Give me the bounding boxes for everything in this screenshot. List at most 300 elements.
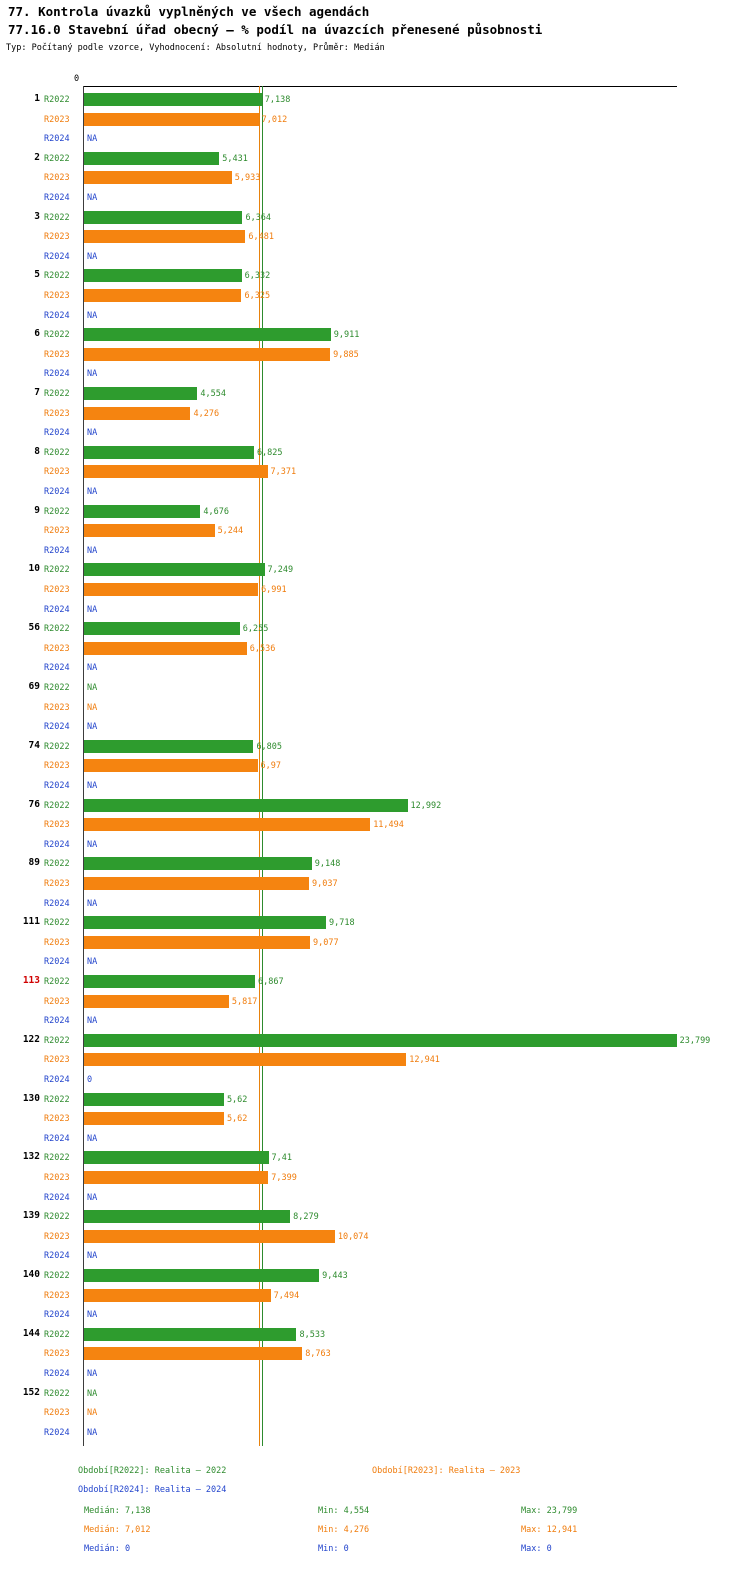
bar-row (0, 91, 750, 109)
bar-r2022 (84, 387, 197, 400)
series-label-r2024: R2024 (44, 722, 70, 733)
bar-r2022 (84, 916, 326, 929)
value-label-r2024: NA (87, 722, 98, 733)
bar-r2023 (84, 759, 258, 772)
series-label-r2024: R2024 (44, 1016, 70, 1027)
bar-row (0, 307, 750, 325)
bar-r2023 (84, 113, 259, 126)
value-label-r2024: NA (87, 369, 98, 380)
bar-row (0, 503, 750, 521)
value-label-r2023: 4,276 (193, 408, 220, 419)
bar-r2022 (84, 1269, 319, 1282)
bar-row (0, 581, 750, 599)
bar-r2023 (84, 407, 190, 420)
value-label-r2022: 6,332 (244, 271, 271, 282)
value-label-r2024: NA (87, 192, 98, 203)
group-label: 76 (28, 798, 40, 810)
bar-group (0, 738, 750, 797)
bar-row (0, 1365, 750, 1383)
bar-row (0, 875, 750, 893)
value-label-r2024: NA (87, 1133, 98, 1144)
bar-r2022 (84, 1151, 269, 1164)
bar-r2023 (84, 171, 232, 184)
group-label: 2 (34, 151, 40, 163)
series-label-r2024: R2024 (44, 1192, 70, 1203)
series-label-r2024: R2024 (44, 604, 70, 615)
bar-row (0, 914, 750, 932)
bar-group (0, 679, 750, 738)
bar-r2022 (84, 152, 219, 165)
value-label-r2024: NA (87, 1016, 98, 1027)
bar-r2023 (84, 877, 309, 890)
value-label-r2023: 5,933 (234, 173, 261, 184)
series-label-r2024: R2024 (44, 663, 70, 674)
bar-row (0, 1424, 750, 1442)
bar-r2022 (84, 799, 408, 812)
bar-row (0, 1404, 750, 1422)
bar-row (0, 1326, 750, 1344)
bar-group (0, 267, 750, 326)
value-label-r2023: 9,077 (313, 937, 339, 948)
group-label: 3 (34, 210, 40, 222)
bar-row (0, 1228, 750, 1246)
bar-r2023 (84, 995, 229, 1008)
series-label-r2024: R2024 (44, 1310, 70, 1321)
value-label-r2022: 9,718 (328, 918, 355, 929)
group-label: 152 (22, 1386, 40, 1398)
value-label-r2024: NA (87, 780, 98, 791)
value-label-r2024: NA (87, 1251, 98, 1262)
group-label: 132 (22, 1151, 40, 1163)
bar-row (0, 150, 750, 168)
value-label-r2023: 7,012 (261, 114, 288, 125)
group-label: 111 (22, 916, 40, 928)
value-label-r2023: 8,763 (305, 1349, 331, 1360)
series-label-r2024: R2024 (44, 369, 70, 380)
series-label-r2023: R2023 (44, 526, 70, 537)
value-label-r2022: 23,799 (679, 1035, 711, 1046)
bar-row (0, 1189, 750, 1207)
legend-max-2024: Max: 0 (521, 1544, 552, 1554)
series-label-r2024: R2024 (44, 1074, 70, 1085)
series-label-r2023: R2023 (44, 643, 70, 654)
bar-row (0, 1208, 750, 1226)
group-label: 6 (34, 328, 40, 340)
legend-median-2022: Medián: 7,138 (84, 1506, 151, 1516)
bar-row (0, 836, 750, 854)
value-label-r2022: 9,443 (322, 1271, 348, 1281)
bar-row (0, 679, 750, 697)
bar-r2022 (84, 93, 262, 106)
value-label-r2023: 6,97 (260, 761, 282, 772)
bar-group (0, 561, 750, 620)
bar-group (0, 444, 750, 503)
bar-row (0, 1091, 750, 1109)
series-label-r2022: R2022 (44, 1212, 70, 1223)
bar-r2023 (84, 936, 310, 949)
value-label-r2023: 5,817 (231, 996, 258, 1007)
value-label-r2022: 6,364 (245, 212, 272, 223)
bar-row (0, 1345, 750, 1363)
series-label-r2023: R2023 (44, 173, 70, 184)
series-label-r2022: R2022 (44, 153, 70, 164)
bar-row (0, 659, 750, 677)
value-label-r2023: 5,62 (226, 1114, 248, 1125)
bar-row (0, 1071, 750, 1089)
bar-row (0, 130, 750, 148)
bar-row (0, 444, 750, 462)
bar-r2022 (84, 211, 242, 224)
plot-area (0, 86, 750, 1446)
bar-row (0, 1287, 750, 1305)
value-label-r2024: 0 (87, 1074, 93, 1085)
series-label-r2023: R2023 (44, 290, 70, 301)
bar-row (0, 1130, 750, 1148)
bar-r2022 (84, 1328, 296, 1341)
bar-r2023 (84, 642, 247, 655)
value-label-r2024: NA (87, 1368, 98, 1379)
value-label-r2023: 7,399 (271, 1172, 297, 1183)
bar-row (0, 777, 750, 795)
group-label: 139 (22, 1210, 40, 1222)
legend-min-2024: Min: 0 (318, 1544, 349, 1554)
bar-row (0, 953, 750, 971)
value-label-r2022: 5,431 (222, 153, 248, 164)
bar-row (0, 346, 750, 364)
bar-group (0, 797, 750, 856)
value-label-r2024: NA (87, 604, 98, 615)
series-label-r2024: R2024 (44, 1251, 70, 1262)
value-label-r2022: 8,533 (299, 1329, 326, 1340)
value-label-r2024: NA (87, 1427, 98, 1438)
value-label-r2023: 6,481 (248, 232, 274, 243)
value-label-r2024: NA (87, 957, 98, 968)
bar-group (0, 1385, 750, 1444)
value-label-r2024: NA (87, 1310, 98, 1321)
bar-r2022 (84, 563, 265, 576)
value-label-r2022: NA (87, 1388, 98, 1399)
bar-row (0, 1051, 750, 1069)
series-label-r2022: R2022 (44, 95, 70, 105)
value-label-r2024: NA (87, 486, 98, 497)
value-label-r2022: 8,279 (293, 1212, 319, 1223)
chart-settings-text: Typ: Počítaný podle vzorce, Vyhodnocení: Absolutní hodnoty, Průměr: Medián (6, 43, 385, 53)
series-label-r2023: R2023 (44, 1349, 70, 1360)
bar-r2022 (84, 328, 331, 341)
value-label-r2024: NA (87, 310, 98, 321)
series-label-r2022: R2022 (44, 330, 70, 341)
bar-row (0, 405, 750, 423)
group-label: 8 (34, 445, 40, 457)
bar-r2023 (84, 583, 258, 596)
series-label-r2024: R2024 (44, 251, 70, 262)
bar-row (0, 855, 750, 873)
bar-group (0, 620, 750, 679)
value-label-r2024: NA (87, 663, 98, 674)
group-label: 113 (22, 975, 40, 986)
value-label-r2024: NA (87, 428, 98, 439)
series-label-r2024: R2024 (44, 780, 70, 791)
series-label-r2022: R2022 (44, 506, 70, 517)
value-label-r2022: 12,992 (410, 800, 442, 811)
bar-row (0, 522, 750, 540)
group-label: 10 (28, 563, 40, 575)
bar-group (0, 973, 750, 1032)
bar-group (0, 1032, 750, 1091)
bar-group (0, 1326, 750, 1385)
series-label-r2022: R2022 (44, 447, 70, 458)
value-label-r2022: 6,867 (257, 977, 284, 987)
series-label-r2022: R2022 (44, 683, 70, 693)
value-label-r2022: 7,41 (271, 1153, 292, 1164)
bar-r2023 (84, 1347, 302, 1360)
series-label-r2023: R2023 (44, 408, 70, 419)
value-label-r2022: 6,825 (256, 447, 283, 458)
value-label-r2022: 9,911 (333, 330, 360, 341)
bar-row (0, 267, 750, 285)
bar-group (0, 1208, 750, 1267)
bar-row (0, 248, 750, 266)
legend-period-2024: Období[R2024]: Realita – 2024 (78, 1485, 227, 1495)
bar-group (0, 209, 750, 268)
group-label: 5 (34, 269, 40, 281)
value-label-r2023: 6,325 (244, 290, 271, 301)
series-label-r2022: R2022 (44, 1153, 70, 1164)
series-label-r2022: R2022 (44, 389, 70, 399)
bar-r2022 (84, 269, 242, 282)
series-label-r2023: R2023 (44, 1231, 70, 1242)
group-label: 122 (22, 1033, 40, 1045)
series-label-r2022: R2022 (44, 741, 70, 752)
value-label-r2022: 4,554 (200, 389, 226, 399)
bar-r2023 (84, 524, 215, 537)
series-label-r2023: R2023 (44, 467, 70, 478)
bar-group (0, 91, 750, 150)
bar-r2022 (84, 975, 255, 988)
bar-r2022 (84, 446, 254, 459)
legend-min-2022: Min: 4,554 (318, 1506, 370, 1516)
bar-r2022 (84, 505, 200, 518)
value-label-r2023: 9,037 (312, 878, 338, 889)
bar-group (0, 1267, 750, 1326)
bar-row (0, 1267, 750, 1285)
bar-row (0, 111, 750, 129)
bar-row (0, 1032, 750, 1050)
axis-zero-label: 0 (74, 74, 80, 84)
bar-row (0, 209, 750, 227)
series-label-r2022: R2022 (44, 1388, 70, 1399)
bar-r2023 (84, 289, 241, 302)
page-subtitle: 77.16.0 Stavební úřad obecný – % podíl na úvazcích přenesené působnosti (8, 22, 543, 37)
bar-r2022 (84, 1034, 677, 1047)
series-label-r2024: R2024 (44, 545, 70, 556)
series-label-r2023: R2023 (44, 702, 70, 713)
series-label-r2022: R2022 (44, 212, 70, 223)
series-label-r2023: R2023 (44, 114, 70, 125)
bar-r2023 (84, 348, 330, 361)
legend-median-2024: Medián: 0 (84, 1544, 131, 1554)
bar-row (0, 601, 750, 619)
legend-period-2023: Období[R2023]: Realita – 2023 (372, 1466, 521, 1476)
group-label: 56 (28, 622, 40, 634)
bar-r2023 (84, 1053, 406, 1066)
series-label-r2024: R2024 (44, 1368, 70, 1379)
series-label-r2022: R2022 (44, 1271, 70, 1281)
group-label: 1 (34, 93, 40, 104)
bar-row (0, 1012, 750, 1030)
bar-row (0, 699, 750, 717)
top-rule (83, 86, 677, 87)
bar-row (0, 993, 750, 1011)
bar-row (0, 189, 750, 207)
legend-period-2022: Období[R2022]: Realita – 2022 (78, 1466, 227, 1476)
bar-group (0, 1149, 750, 1208)
bar-group (0, 914, 750, 973)
bar-row (0, 797, 750, 815)
series-label-r2022: R2022 (44, 918, 70, 929)
series-label-r2024: R2024 (44, 310, 70, 321)
value-label-r2023: 7,371 (270, 467, 297, 478)
series-label-r2024: R2024 (44, 1427, 70, 1438)
series-label-r2023: R2023 (44, 996, 70, 1007)
bar-r2023 (84, 1112, 224, 1125)
bar-row (0, 169, 750, 187)
value-label-r2022: 6,805 (256, 741, 283, 752)
bar-r2023 (84, 1171, 268, 1184)
bar-row (0, 934, 750, 952)
value-label-r2023: 12,941 (409, 1055, 440, 1066)
bar-row (0, 895, 750, 913)
legend-max-2023: Max: 12,941 (521, 1525, 578, 1535)
group-label: 144 (22, 1327, 40, 1339)
legend-max-2022: Max: 23,799 (521, 1506, 578, 1516)
bar-row (0, 816, 750, 834)
series-label-r2023: R2023 (44, 584, 70, 595)
group-label: 89 (28, 857, 40, 869)
series-label-r2024: R2024 (44, 1133, 70, 1144)
legend-median-2023: Medián: 7,012 (84, 1525, 151, 1535)
page-title: 77. Kontrola úvazků vyplněných ve všech agendách (8, 4, 370, 19)
bar-r2023 (84, 230, 245, 243)
bar-group (0, 385, 750, 444)
series-label-r2022: R2022 (44, 800, 70, 811)
bar-r2022 (84, 1093, 224, 1106)
bar-group (0, 1091, 750, 1150)
bar-row (0, 1385, 750, 1403)
series-label-r2024: R2024 (44, 486, 70, 497)
bar-r2023 (84, 1289, 271, 1302)
value-label-r2022: 4,676 (203, 506, 230, 517)
group-label: 69 (28, 681, 40, 692)
bar-row (0, 1306, 750, 1324)
group-label: 130 (22, 1092, 40, 1104)
value-label-r2022: 7,138 (264, 95, 291, 105)
value-label-r2023: 7,494 (273, 1290, 300, 1301)
bar-row (0, 1149, 750, 1167)
series-label-r2023: R2023 (44, 1290, 70, 1301)
series-label-r2024: R2024 (44, 898, 70, 909)
value-label-r2023: 6,991 (261, 584, 287, 595)
bar-r2022 (84, 857, 312, 870)
series-label-r2022: R2022 (44, 1035, 70, 1046)
bar-row (0, 483, 750, 501)
value-label-r2024: NA (87, 839, 98, 850)
bar-r2023 (84, 818, 370, 831)
bar-row (0, 228, 750, 246)
series-label-r2022: R2022 (44, 859, 70, 870)
series-label-r2024: R2024 (44, 134, 70, 145)
bar-group (0, 326, 750, 385)
series-label-r2024: R2024 (44, 428, 70, 439)
value-label-r2023: NA (87, 1408, 98, 1419)
bar-row (0, 640, 750, 658)
bar-group (0, 855, 750, 914)
bar-r2023 (84, 1230, 335, 1243)
series-label-r2022: R2022 (44, 271, 70, 282)
series-label-r2024: R2024 (44, 192, 70, 203)
bar-row (0, 463, 750, 481)
series-label-r2023: R2023 (44, 349, 70, 360)
value-label-r2024: NA (87, 1192, 98, 1203)
value-label-r2023: 6,536 (249, 643, 276, 654)
bar-group (0, 503, 750, 562)
series-label-r2023: R2023 (44, 761, 70, 772)
value-label-r2024: NA (87, 898, 98, 909)
series-label-r2023: R2023 (44, 820, 70, 831)
series-label-r2023: R2023 (44, 1114, 70, 1125)
bar-row (0, 1169, 750, 1187)
value-label-r2022: 7,249 (267, 565, 294, 576)
series-label-r2023: R2023 (44, 1408, 70, 1419)
value-label-r2022: NA (87, 683, 98, 693)
bar-row (0, 424, 750, 442)
value-label-r2022: 6,255 (242, 624, 269, 635)
bar-r2022 (84, 622, 240, 635)
legend-min-2023: Min: 4,276 (318, 1525, 370, 1535)
value-label-r2023: 9,885 (333, 349, 359, 360)
value-label-r2023: 5,244 (217, 526, 244, 537)
series-label-r2022: R2022 (44, 977, 70, 987)
bar-row (0, 561, 750, 579)
series-label-r2023: R2023 (44, 878, 70, 889)
bar-row (0, 1247, 750, 1265)
series-label-r2022: R2022 (44, 1329, 70, 1340)
value-label-r2022: 5,62 (226, 1094, 248, 1105)
series-label-r2024: R2024 (44, 957, 70, 968)
bar-row (0, 287, 750, 305)
bar-row (0, 385, 750, 403)
bar-r2022 (84, 740, 253, 753)
series-label-r2023: R2023 (44, 232, 70, 243)
bar-r2022 (84, 1210, 290, 1223)
value-label-r2023: NA (87, 702, 98, 713)
group-label: 74 (28, 739, 40, 751)
bar-row (0, 542, 750, 560)
bar-row (0, 326, 750, 344)
value-label-r2022: 9,148 (314, 859, 341, 870)
bar-row (0, 738, 750, 756)
series-label-r2022: R2022 (44, 624, 70, 635)
bar-row (0, 757, 750, 775)
series-label-r2023: R2023 (44, 1055, 70, 1066)
bar-row (0, 1110, 750, 1128)
series-label-r2024: R2024 (44, 839, 70, 850)
bar-row (0, 973, 750, 991)
bar-row (0, 365, 750, 383)
bar-row (0, 620, 750, 638)
series-label-r2022: R2022 (44, 565, 70, 576)
group-label: 140 (22, 1269, 40, 1280)
